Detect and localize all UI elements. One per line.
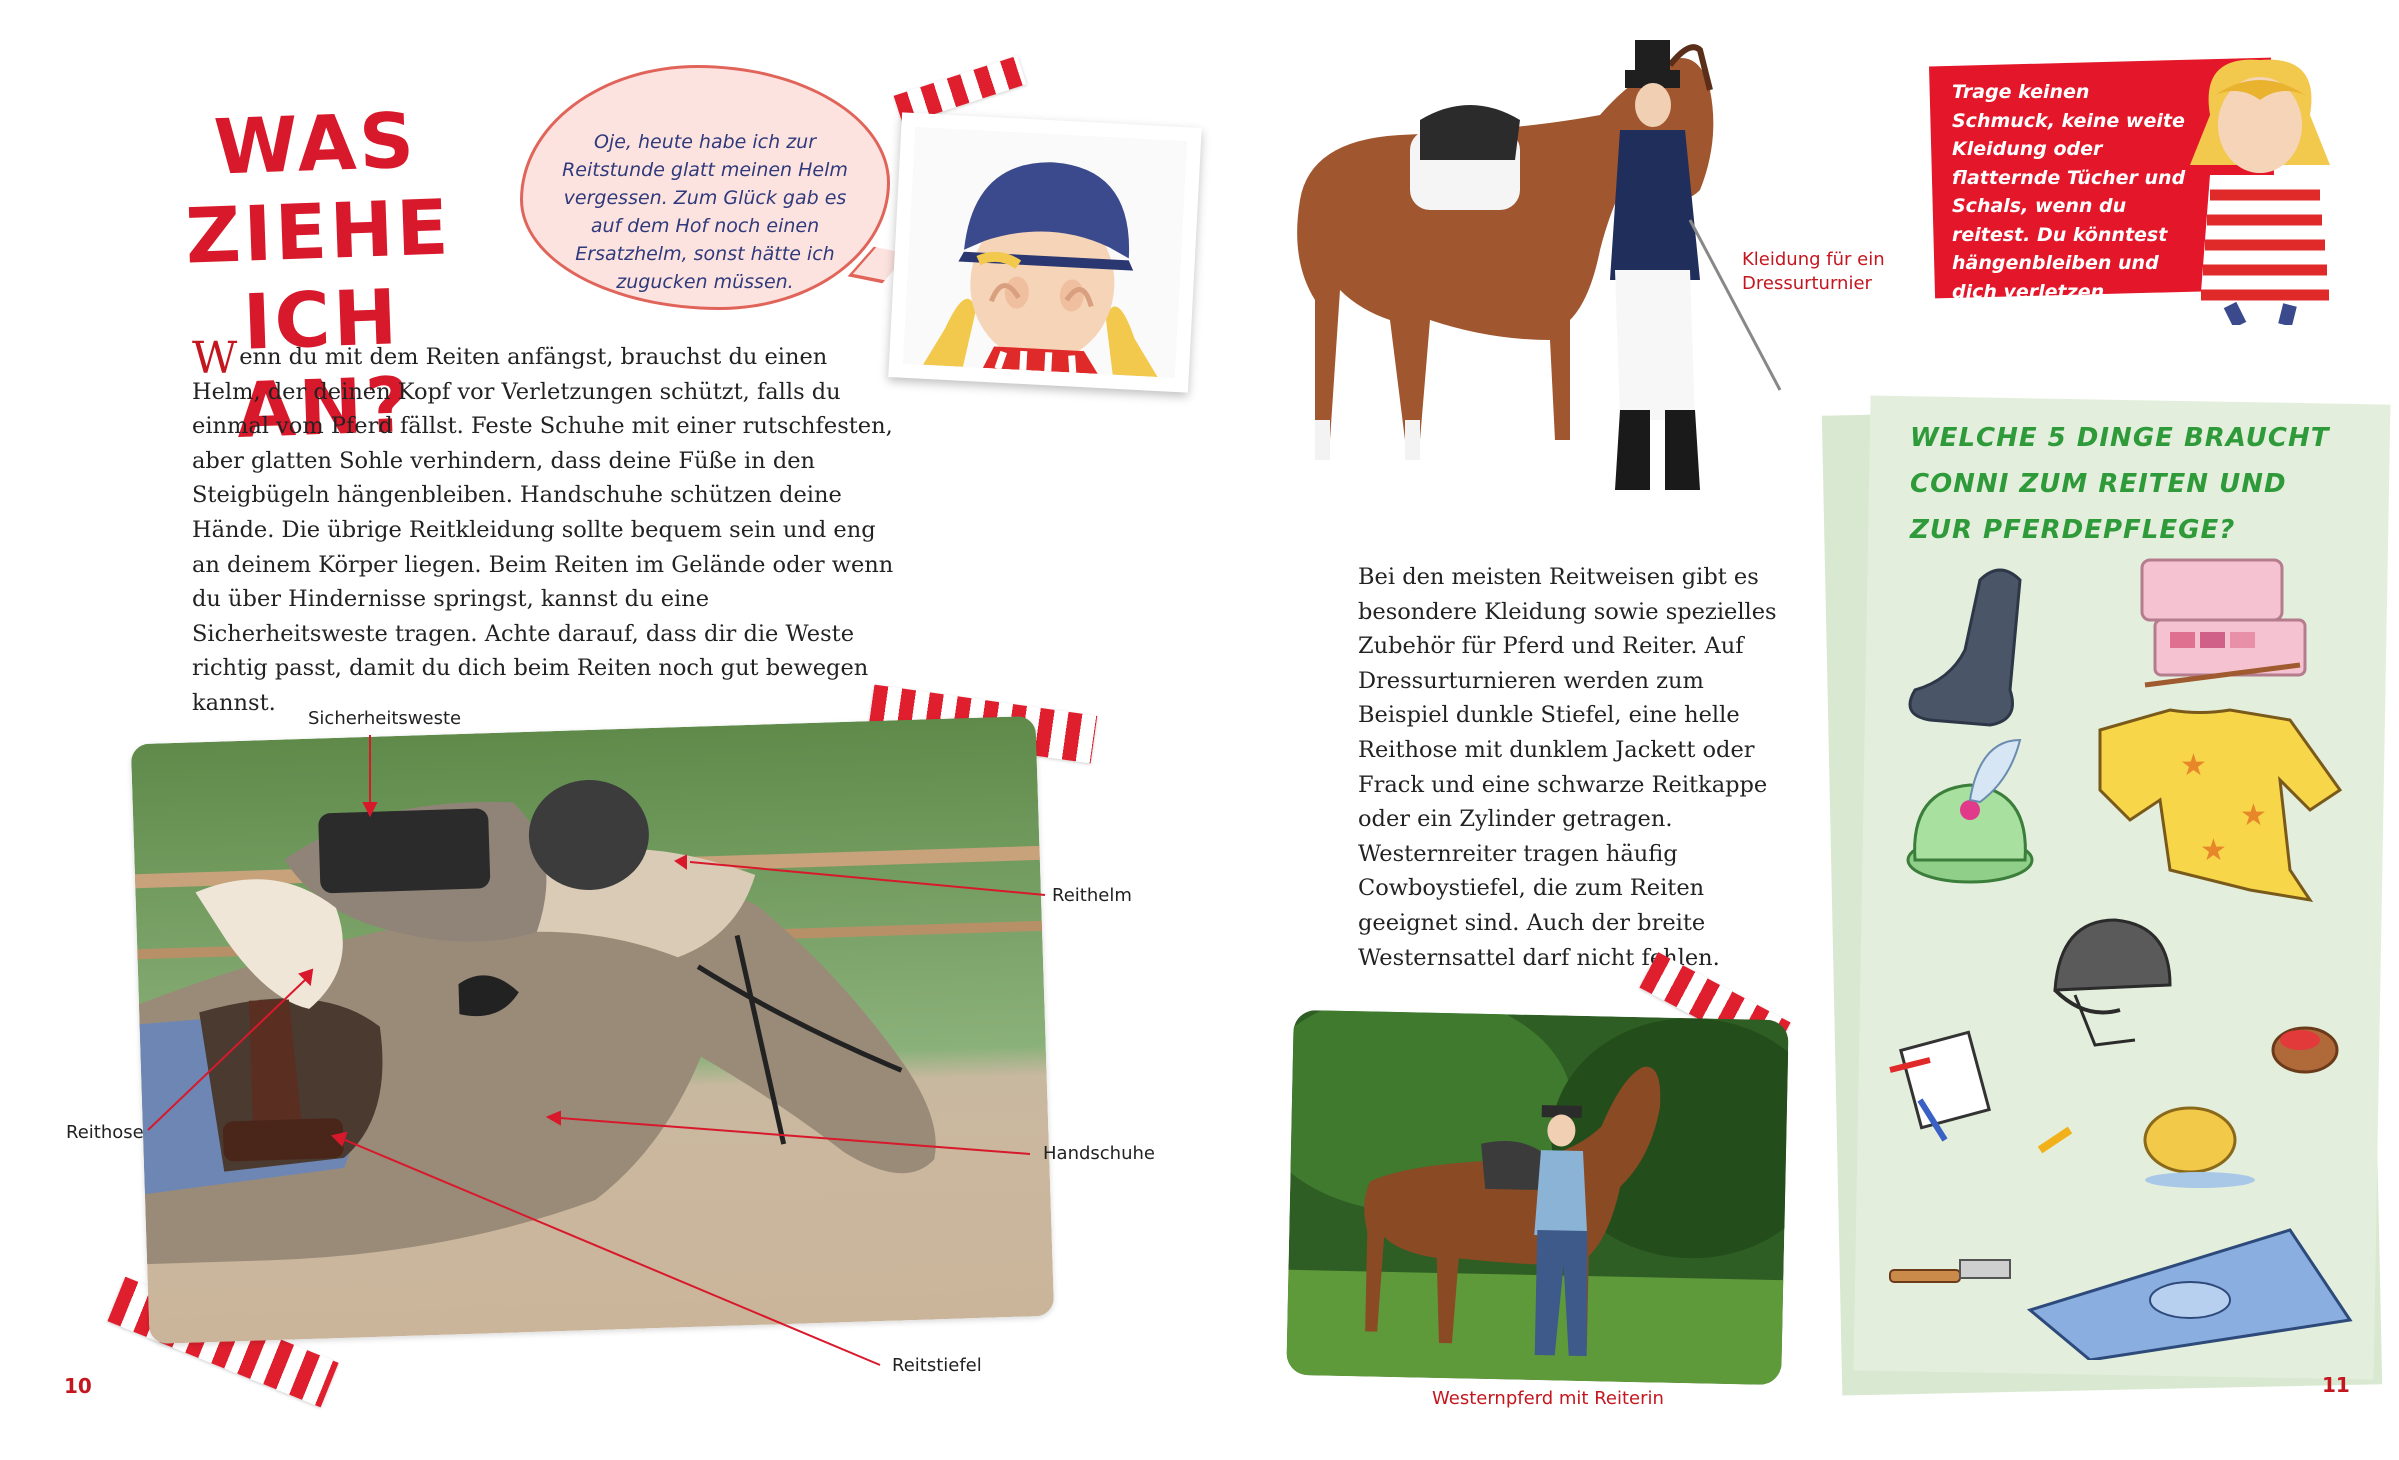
- saddle-pad-icon: [2030, 1230, 2350, 1360]
- conni-pointing-illustration: [2170, 55, 2350, 325]
- quiz-items: [1870, 540, 2370, 1360]
- svg-text:★: ★: [2200, 833, 2227, 868]
- title-line-2: ICH AN?: [235, 272, 414, 455]
- intro-paragraph-text: enn du mit dem Reiten anfängst, brauchst du einen Helm, der deinen Kopf vor Verletzungen schützt, falls du einmal vom Pferd fällst. Feste Schuhe mit einer rutschfesten, aber glatten Sohle verhindern, dass deine Füße in den Steigbügeln hängenbleiben. Handschuhe schützen deine Hände. Die übrige Reitkleidung sollte bequem sein und eng an deinem Körper liegen. Beim Reiten im Gelände oder wenn du über Hindernisse springst, kannst du eine Sicherheitsweste tragen. Achte darauf, dass dir die Weste richtig passt, damit du dich beim Reiten noch gut bewegen kannst.: [192, 344, 894, 716]
- title-line-1: WAS ZIEHE: [184, 95, 453, 281]
- page-number-left: 10: [64, 1374, 92, 1398]
- hoof-brush-icon: [2273, 1028, 2337, 1072]
- label-boots: Reitstiefel: [892, 1355, 982, 1376]
- makeup-palette-icon: [2142, 560, 2305, 685]
- mane-comb-icon: [1890, 1260, 2010, 1282]
- label-gloves: Handschuhe: [1043, 1143, 1155, 1164]
- quiz-title: WELCHE 5 DINGE BRAUCHT CONNI ZUM REITEN UND ZUR PFERDEPFLEGE?: [1910, 423, 2330, 545]
- label-breeches: Reithose: [66, 1122, 144, 1143]
- western-horse-scene: [1286, 1010, 1789, 1385]
- drop-cap: W: [192, 333, 238, 384]
- svg-text:★: ★: [2180, 748, 2207, 783]
- svg-text:★: ★: [2240, 798, 2267, 833]
- dressage-caption: Kleidung für ein Dressurturnier: [1742, 249, 1885, 294]
- notepad-pencil-icon: [1890, 1032, 2070, 1150]
- equipment-paragraph: Bei den meisten Reitweisen gibt es besondere Kleidung sowie spezielles Zubehör für Pferd und Reiter. Auf Dressurturnieren werden zum Beispiel dunkle Stiefel, eine helle Reithose mit dunklem Jackett oder Frack und eine schwarze Reitkappe oder ein Zylinder getragen. Westernreiter tragen häufig Cowboystiefel, die zum Reiten geeignet sind. Auch der breite Westernsattel darf nicht fehlen.: [1358, 564, 1777, 971]
- speech-bubble-text: Oje, heute habe ich zur Reitstunde glatt meinen Helm vergessen. Zum Glück gab es auf dem Hof noch einen Ersatzhelm, sonst hätte ich zugucken müssen.: [562, 131, 848, 293]
- western-horse-photo: [1286, 1010, 1789, 1385]
- label-vest: Sicherheitsweste: [308, 708, 462, 729]
- riding-boot-icon: [1910, 570, 2020, 725]
- page-number-right: 11: [2322, 1373, 2350, 1397]
- western-caption: Westernpferd mit Reiterin: [1432, 1388, 1664, 1409]
- dressage-horse-illustration: [1270, 20, 1820, 520]
- riding-helmet-icon: [2055, 920, 2170, 1045]
- feather-turban-icon: [1908, 740, 2032, 882]
- label-helmet: Reithelm: [1052, 885, 1132, 906]
- tip-text: Trage keinen Schmuck, keine weite Kleidung oder flatternde Tücher und Schals, wenn du reitest. Du könntest hängenbleiben und dich verletzen.: [1952, 81, 2186, 303]
- sponge-icon: [2145, 1108, 2255, 1188]
- star-costume-icon: [2100, 710, 2340, 900]
